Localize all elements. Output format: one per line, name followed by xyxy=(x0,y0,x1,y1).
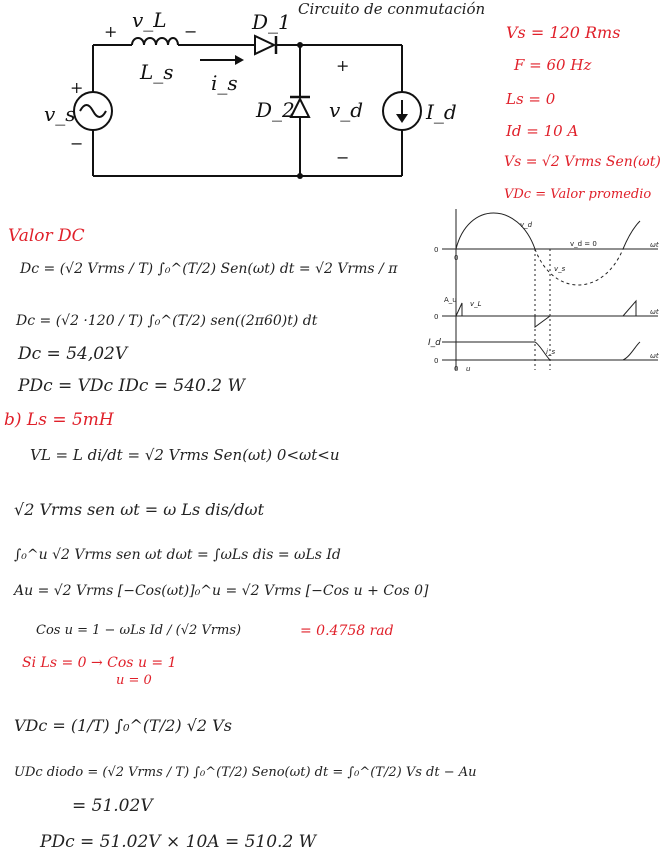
wave-axis-zero: 0 xyxy=(434,357,439,365)
equation: = 51.02V xyxy=(72,796,153,816)
equation: Au = √2 Vrms [−Cos(ωt)]₀^u = √2 Vrms [−Cos u + Cos 0] xyxy=(14,583,429,599)
equation: Dc = 54,02V xyxy=(18,344,128,364)
note: Si Ls = 0 → Cos u = 1 xyxy=(22,655,177,671)
given-item: Vs = 120 Rms xyxy=(506,23,621,42)
label-D1: D_1 xyxy=(252,10,291,34)
given-item: VDc = Valor promedio xyxy=(504,187,652,202)
equation: √2 Vrms sen ωt = ω Ls dis/dωt xyxy=(14,500,264,519)
current-arrow-icon xyxy=(200,55,244,65)
wave-axis-wt: ωt xyxy=(650,241,659,249)
wave-axis-zero: 0 xyxy=(434,313,439,321)
wave-axis-zero: 0 xyxy=(434,246,439,254)
equation: UDc diodo = (√2 Vrms / T) ∫₀^(T/2) Seno(ωt) dt = ∫₀^(T/2) Vs dt − Au xyxy=(14,765,477,780)
note: u = 0 xyxy=(116,673,152,688)
label-Id: I_d xyxy=(426,100,457,124)
waveform-diagram xyxy=(428,205,667,380)
label-minus: − xyxy=(336,148,350,167)
wave-axis-zero: 0 xyxy=(454,365,459,373)
equation: VL = L di/dt = √2 Vrms Sen(ωt) 0<ωt<u xyxy=(30,446,340,464)
equation: PDc = 51.02V × 10A = 510.2 W xyxy=(40,832,317,852)
section-a-heading: Valor DC xyxy=(8,226,85,246)
label-plus: + xyxy=(336,56,350,75)
label-vs: v_s xyxy=(44,102,76,126)
equation: Dc = (√2 ·120 / T) ∫₀^(T/2) sen((2π60)t) dt xyxy=(16,313,318,329)
wave-axis-wt: ωt xyxy=(650,352,659,360)
equation: VDc = (1/T) ∫₀^(T/2) √2 Vs xyxy=(14,716,232,735)
wave-axis-wt: ωt xyxy=(650,308,659,316)
label-minus: − xyxy=(184,22,198,41)
label-vd: v_d xyxy=(329,98,364,122)
equation: PDc = VDc IDc = 540.2 W xyxy=(18,376,245,396)
wave-label-AU: A_u xyxy=(444,296,457,304)
given-item: Id = 10 A xyxy=(506,122,579,140)
label-vL: v_L xyxy=(132,8,167,32)
label-plus: + xyxy=(104,22,118,41)
given-item: Ls = 0 xyxy=(506,90,556,108)
wave-label-Id: I_d xyxy=(428,338,441,348)
wave-label-vs: v_s xyxy=(554,265,566,273)
page-title: Circuito de conmutación xyxy=(298,0,486,18)
wave-label-is: i_s xyxy=(546,348,556,356)
diode-d1-icon xyxy=(255,36,276,54)
current-source-icon xyxy=(383,92,421,130)
equation: Dc = (√2 Vrms / T) ∫₀^(T/2) Sen(ωt) dt = √2 Vrms / π xyxy=(20,261,398,277)
section-b-heading: b) Ls = 5mH xyxy=(4,410,114,430)
junction-dot xyxy=(297,173,303,179)
ac-source-icon xyxy=(74,92,112,130)
wave-label-u: u xyxy=(466,365,471,373)
equation: ∫₀^u √2 Vrms sen ωt dωt = ∫ωLs dis = ωLs Id xyxy=(14,547,341,563)
label-Ls: L_s xyxy=(140,60,174,84)
label-D2: D_2 xyxy=(256,98,295,122)
wave-label-vd0: v_d = 0 xyxy=(570,240,597,248)
label-minus: − xyxy=(70,134,84,153)
wave-axis-zero: 0 xyxy=(454,254,459,262)
label-plus: + xyxy=(70,78,84,97)
equation-result: = 0.4758 rad xyxy=(300,623,394,639)
wave-label-vL: v_L xyxy=(470,300,482,308)
junction-dot xyxy=(297,42,303,48)
given-item: Vs = √2 Vrms Sen(ωt) xyxy=(504,154,661,170)
given-item: F = 60 Hz xyxy=(514,56,592,74)
label-is: i_s xyxy=(211,71,238,95)
equation: Cos u = 1 − ωLs Id / (√2 Vrms) xyxy=(36,623,242,638)
wave-label-vd: v_d xyxy=(520,221,533,229)
